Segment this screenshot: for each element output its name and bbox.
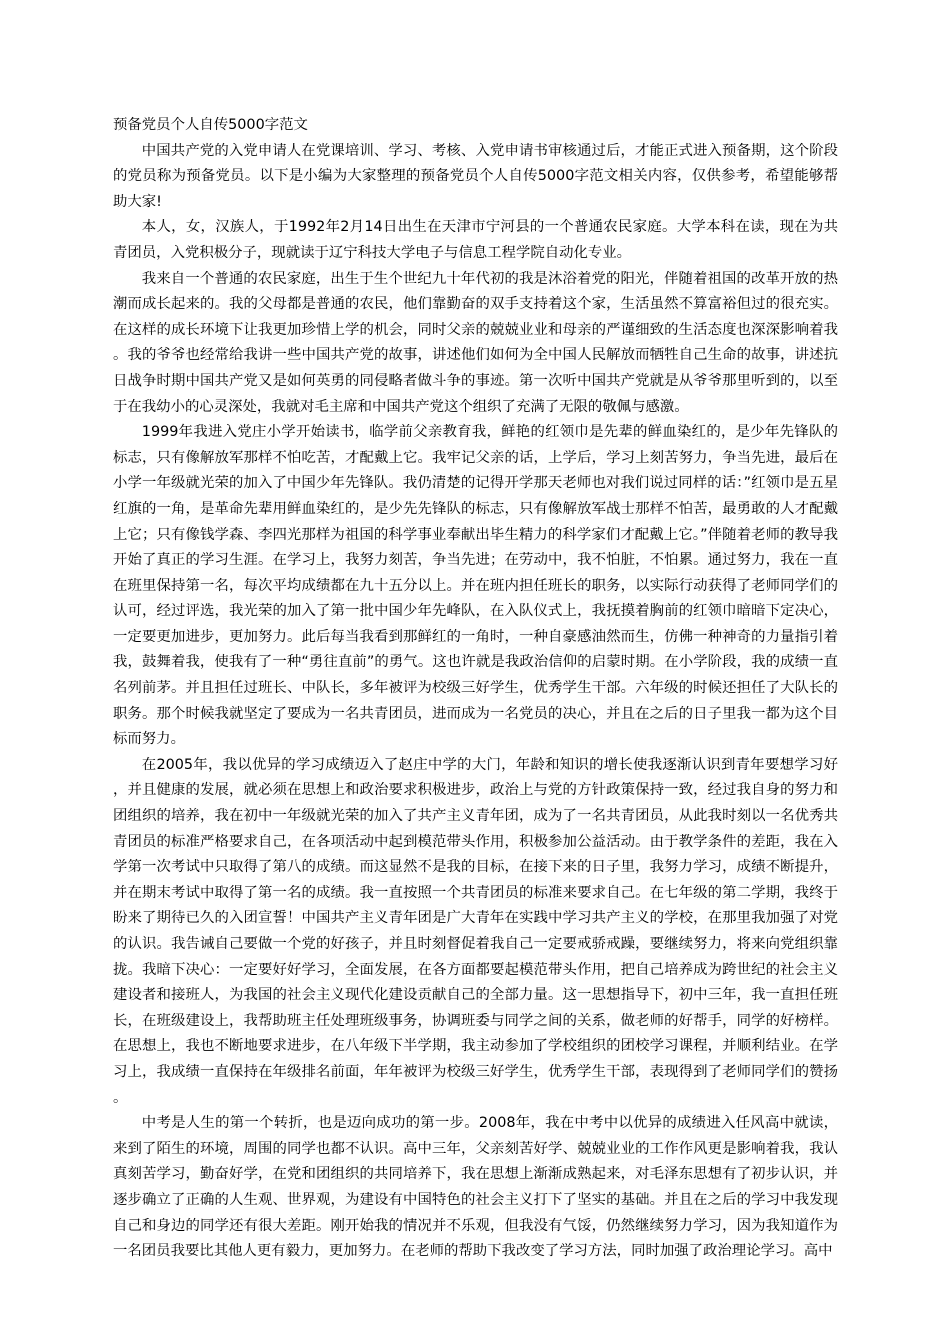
document-title: 预备党员个人自传5000字范文 xyxy=(113,117,308,133)
paragraph-family: 我来自一个普通的农民家庭，出生于生个世纪九十年代初的我是沐浴着党的阳光，伴随着祖国的改革开放的热潮而成长起来的。我的父母都是普通的农民，他们靠勤奋的双手支持着这个家，生活虽然不算富裕但过的很充实。在这样的成长环境下让我更加珍惜上学的机会，同时父亲的兢兢业业和母亲的严谨细致的生活态度也深深影响着我。我的爷爷也经常给我讲一些中国共产党的故事，讲述他们如何为全中国人民解放而牺牲自己生命的故事，讲述抗日战争时期中国共产党又是如何英勇的同侵略者做斗争的事迹。第一次听中国共产党就是从爷爷那里听到的，以至于在我幼小的心灵深处，我就对毛主席和中国共产党这个组织了充满了无限的敬佩与感激。 xyxy=(113,270,838,415)
document-page xyxy=(113,113,838,1265)
paragraph-primary-school: 1999年我进入党庄小学开始读书，临学前父亲教育我，鲜艳的红领巾是先辈的鲜血染红的，是少年先锋队的标志，只有像解放军那样不怕吃苦，才配戴上它。我牢记父亲的话，上学后，学习上刻苦努力，争当先进，最后在小学一年级就光荣的加入了中国少年先锋队。我仍清楚的记得开学那天老师也对我们说过同样的话：”红领巾是五星红旗的一角，是革命先辈用鲜血染红的，是少先先锋队的标志，只有像解放军战士那样不怕苦，最勇敢的人才配戴上它；只有像钱学森、李四光那样为祖国的科学事业奉献出毕生精力的科学家们才配戴上它。”伴随着老师的教导我开始了真正的学习生涯。在学习上，我努力刻苦，争当先进；在劳动中，我不怕脏，不怕累。通过努力，我在一直在班里保持第一名，每次平均成绩都在九十五分以上。并在班内担任班长的职务，以实际行动获得了老师同学们的认可，经过评选，我光荣的加入了第一批中国少年先峰队，在入队仪式上，我抚摸着胸前的红领巾暗暗下定决心，一定要更加进步，更加努力。此后每当我看到那鲜红的一角时，一种自豪感油然而生，仿佛一种神奇的力量指引着我，鼓舞着我，使我有了一种“勇往直前”的勇气。这也许就是我政治信仰的启蒙时期。在小学阶段，我的成绩一直名列前茅。并且担任过班长、中队长，多年被评为校级三好学生，优秀学生干部。六年级的时候还担任了大队长的职务。那个时候我就坚定了要成为一名共青团员，进而成为一名党员的决心，并且在之后的日子里我一都为这个目标而努力。 xyxy=(113,424,838,748)
paragraph-middle-school: 在2005年，我以优异的学习成绩迈入了赵庄中学的大门，年龄和知识的增长使我逐渐认识到青年要想学习好，并且健康的发展，就必须在思想上和政治要求积极进步，政治上与党的方针政策保持一致，经过我自身的努力和团组织的培养，我在初中一年级就光荣的加入了共产主义青年团，成为了一名共青团员，从此我时刻以一名优秀共青团员的标准严格要求自己，在各项活动中起到模范带头作用，积极参加公益活动。由于教学条件的差距，我在入学第一次考试中只取得了第八的成绩。而这显然不是我的目标，在接下来的日子里，我努力学习，成绩不断提升，并在期末考试中取得了第一名的成绩。我一直按照一个共青团员的标准来要求自己。在七年级的第二学期，我终于盼来了期待已久的入团宣誓！中国共产主义青年团是广大青年在实践中学习共产主义的学校，在那里我加强了对党的认识。我告诫自己要做一个党的好孩子，并且时刻督促着我自己一定要戒骄戒躁，要继续努力，将来向党组织靠拢。我暗下决心：一定要好好学习，全面发展，在各方面都要起模范带头作用，把自己培养成为跨世纪的社会主义建设者和接班人，为我国的社会主义现代化建设贡献自己的全部力量。这一思想指导下，初中三年，我一直担任班长，在班级建设上，我帮助班主任处理班级事务，协调班委与同学之间的关系，做老师的好帮手，同学的好榜样。在思想上，我也不断地要求进步，在八年级下半学期，我主动参加了学校组织的团校学习课程，并顺利结业。在学习上，我成绩一直保持在年级排名前面，年年被评为校级三好学生，优秀学生干部，表现得到了老师同学们的赞扬。 xyxy=(113,756,838,1106)
paragraph-intro: 中国共产党的入党申请人在党课培训、学习、考核、入党申请书审核通过后，才能正式进入预备期，这个阶段的党员称为预备党员。以下是小编为大家整理的预备党员个人自传5000字范文相关内容，仅供参考，希望能够帮助大家! xyxy=(113,142,838,210)
paragraph-high-school: 中考是人生的第一个转折，也是迈向成功的第一步。2008年，我在中考中以优异的成绩进入任风高中就读，来到了陌生的环境，周围的同学也都不认识。高中三年，父亲刻苦好学、兢兢业业的工作作风更是影响着我，我认真刻苦学习，勤奋好学，在党和团组织的共同培养下，我在思想上渐渐成熟起来，对毛泽东思想有了初步认识，并逐步确立了正确的人生观、世界观，为建设有中国特色的社会主义打下了坚实的基础。并且在之后的学习中我发现自己和身边的同学还有很大差距。刚开始我的情况并不乐观，但我没有气馁，仍然继续努力学习，因为我知道作为一名团员我要比其他人更有毅力，更加努力。在老师的帮助下我改变了学习方法，同时加强了政治理论学习。高中 xyxy=(113,1115,838,1260)
paragraph-personal-info: 本人，女，汉族人，于1992年2月14日出生在天津市宁河县的一个普通农民家庭。大学本科在读，现在为共青团员，入党积极分子，现就读于辽宁科技大学电子与信息工程学院自动化专业。 xyxy=(113,219,838,261)
